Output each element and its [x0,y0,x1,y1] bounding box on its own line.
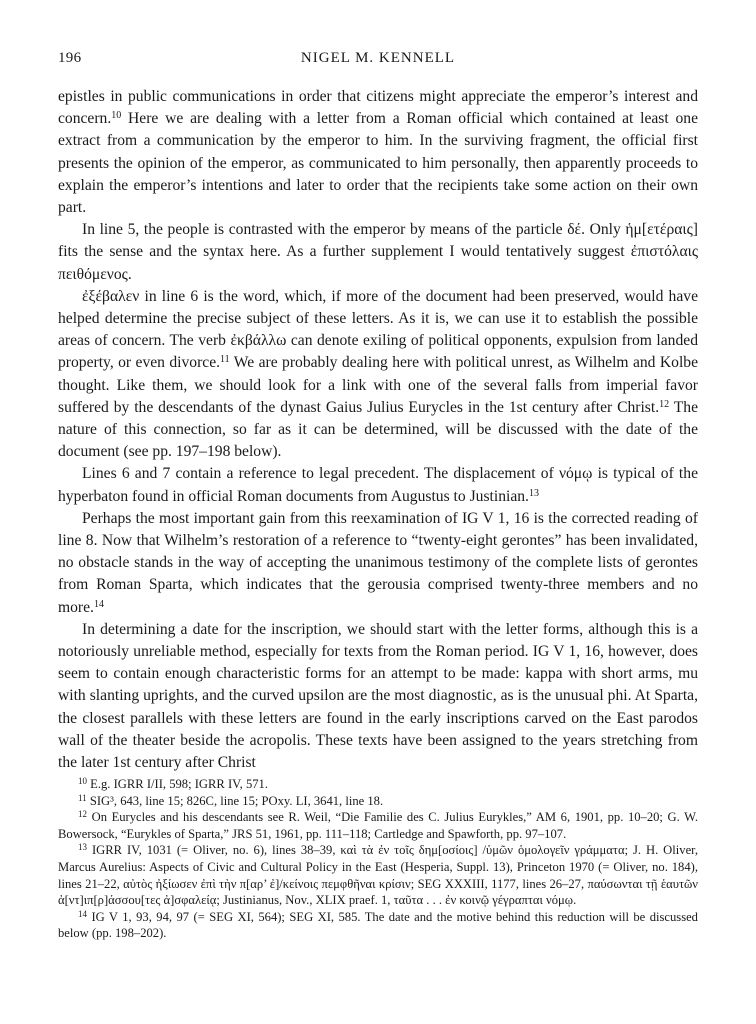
footnote-text: E.g. IGRR I/II, 598; IGRR IV, 571. [90,777,268,791]
footnote-number: 14 [78,908,87,919]
paragraph-text: Lines 6 and 7 contain a reference to legal precedent. The displacement of νόμῳ is typical of the hyperbaton found in official Roman documents from Augustus to Justinian. [58,465,698,505]
footnote-ref-14[interactable]: 14 [93,598,104,610]
page-header [58,50,698,72]
paragraph-text: In line 5, the people is contrasted with the emperor by means of the particle δέ. Only ἡμ[ετέραις] fits the sense and the syntax here. As a further supplement I would tentatively suggest ἐπιστόλαις πειθόμενος. [58,221,698,283]
paragraph-text: Perhaps the most important gain from this reexamination of IG V 1, 16 is the corrected reading of line 8. Now that Wilhelm’s restoration of a reference to “twenty-eight gerontes” has been invalidated, no obstacle stands in the way of accepting the unanimous testimony of the complete lists of gerontes from Roman Sparta, which indicates that the gerousia comprised twenty-three members and no more. [58,509,698,616]
paragraph-text: The nature of this connection, so far as it can be determined, will be discussed with the date of the document (see pp. 197–198 below). [58,398,698,461]
paragraph-4 [58,463,698,507]
footnote-ref-10[interactable]: 10 [111,110,122,122]
paragraph-6 [58,619,698,774]
running-head: NIGEL M. KENNELL [300,50,456,66]
paragraph-text: Here we are dealing with a letter from a Roman official which contained at least one extract from a communication by the emperor to him. In the surviving fragment, the official first presents the opinion of the emperor, as communicated to him personally, then apparently proceeds to explain the emperor’s intentions and later to order that the recipients take some action on their own part. [58,110,698,217]
footnote-text: IG V 1, 93, 94, 97 (= SEG XI, 564); SEG XI, 585. The date and the motive behind this reduction will be discussed below (pp. 198–202). [58,909,698,941]
paragraph-5 [58,508,698,619]
body-text [58,86,698,774]
paragraph-3 [58,286,698,464]
page-number: 196 [58,50,82,66]
footnote-text: SIG³, 643, line 15; 826C, line 15; POxy. LI, 3641, line 18. [89,793,384,808]
footnote-text: IGRR IV, 1031 (= Oliver, no. 6), lines 38–39, καὶ τὰ ἐν τοῖς δημ[οσίοις] /ὑμῶν ὁμολογεῖν γράμματα; J. H. Oliver, Marcus Aurelius: Aspects of Civic and Cultural Policy in the East (Hesperia, Suppl. 13), Princeton 1970 (= Oliver, no. 184), lines 21–22, αὐτὸς ἠξίωσεν ἐπὶ τὴν π[αρ’ ἐ]/κείνοις πεμφθῆναι κρίσιν; SEG XXXIII, 1177, lines 26–27, παύσωνται τῇ ἑαυτῶν ἀ[ντ]ιπ[ρ]άσσου[τες ἀ]σφαλείᾳ; Justinianus, Nov., XLIX praef. 1, ταῦτα . . . ἐν κοινῷ γέγραπται νόμῳ. [58,843,699,908]
footnote-number: 12 [78,809,87,820]
paragraph-text: epistles in public communications in order that citizens might appreciate the emperor’s interest and concern. [58,88,698,128]
footnote-number: 13 [78,842,87,853]
footnote-13 [58,842,698,908]
footnote-12 [58,809,698,842]
footnote-number: 11 [78,792,87,803]
paragraph-text: We are probably dealing here with political unrest, as Wilhelm and Kolbe thought. Like them, we should look for a link with one of the several falls from imperial favor suffered by the descendants of the dynast Gaius Julius Eurycles in the 1st century after Christ. [58,354,698,416]
footnotes [58,776,698,942]
footnote-number: 10 [78,776,87,786]
footnote-14 [58,909,698,942]
footnote-ref-11[interactable]: 11 [220,354,230,366]
paragraph-1 [58,86,698,219]
paragraph-2 [58,219,698,286]
footnote-ref-13[interactable]: 13 [528,487,539,499]
paragraph-text: ἐξέβαλεν in line 6 is the word, which, if more of the document had been preserved, would have helped determine the precise subject of these letters. As it is, we can use it to establish the possible areas of concern. The verb ἐκβάλλω can denote exiling of political opponents, expulsion from landed property, or even divorce. [58,287,698,372]
footnote-11 [58,793,698,810]
footnote-10 [58,776,698,793]
footnote-ref-12[interactable]: 12 [659,398,670,410]
footnote-text: On Eurycles and his descendants see R. Weil, “Die Familie des C. Julius Eurykles,” AM 6, 1901, pp. 10–20; G. W. Bowersock, “Eurykles of Sparta,” JRS 51, 1961, pp. 111–118; Cartledge and Spawforth, pp. 97–107. [58,810,698,841]
paragraph-text: In determining a date for the inscription, we should start with the letter forms, although this is a notoriously unreliable method, especially for texts from the Roman period. IG V 1, 16, however, does seem to contain enough characteristic forms for an attempt to be made: kappa with short arms, mu with slanting uprights, and the curved upsilon are the most diagnostic, as is the unusual phi. At Sparta, the closest parallels with these letters are found in the early inscriptions carved on the East parodos wall of the theater beside the acropolis. These texts have been assigned to the years stretching from the later 1st century after Christ [58,620,698,772]
